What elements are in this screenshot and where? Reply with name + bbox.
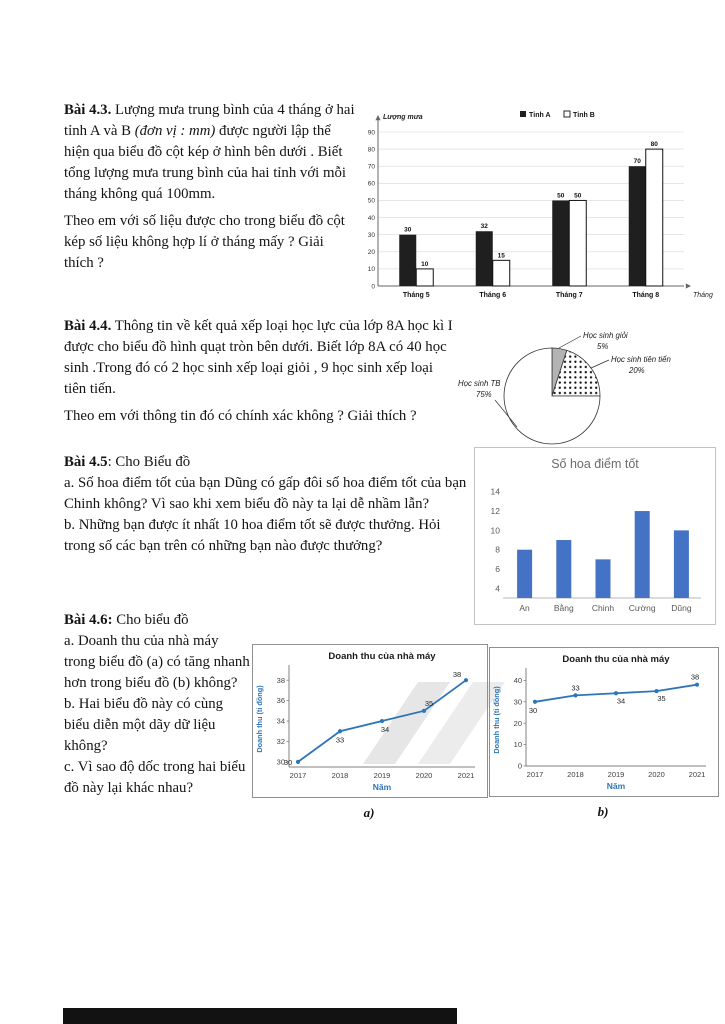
exercise-4-5-question-b: b. Những bạn được ít nhất 10 hoa điểm tốt sẽ được thưởng. Hỏi trong số các bạn trên có những bạn nào được thưởng? [64, 517, 441, 554]
exercise-4-3-question: Theo em với số liệu được cho trong biểu đồ cột kép số liệu không hợp lí ở tháng mấy ? Giải thích ? [64, 213, 345, 271]
svg-text:2020: 2020 [648, 770, 665, 779]
svg-text:An: An [519, 603, 530, 613]
svg-text:Học sinh TB: Học sinh TB [458, 379, 501, 388]
svg-text:33: 33 [335, 735, 345, 745]
exercise-4-6-intro: Cho biểu đồ [112, 612, 189, 628]
exercise-4-5-intro: : Cho Biểu đồ [107, 454, 191, 470]
svg-text:90: 90 [367, 129, 375, 137]
svg-text:Doanh thu của nhà máy: Doanh thu của nhà máy [328, 651, 436, 662]
svg-text:10: 10 [513, 740, 522, 750]
svg-text:32: 32 [480, 223, 488, 231]
svg-text:15: 15 [497, 252, 505, 260]
svg-text:20%: 20% [629, 366, 645, 375]
svg-text:30: 30 [276, 757, 285, 767]
revenue-line-chart-b-svg [489, 647, 719, 797]
svg-text:Học sinh giỏi: Học sinh giỏi [583, 331, 628, 340]
svg-text:Năm: Năm [372, 782, 392, 792]
svg-text:50: 50 [557, 192, 565, 200]
svg-text:Chinh: Chinh [591, 603, 615, 613]
exercise-4-5-label: Bài 4.5 [64, 454, 108, 470]
svg-text:Học sinh tiên tiến: Học sinh tiên tiến [611, 355, 671, 364]
classification-pie-chart [448, 328, 718, 456]
svg-text:8: 8 [495, 544, 500, 555]
exercise-4-6-question-a: a. Doanh thu của nhà máy trong biểu đồ (a) có tăng nhanh hơn trong biểu đồ (b) không? [64, 633, 250, 691]
svg-text:2019: 2019 [607, 770, 625, 779]
svg-text:38: 38 [276, 675, 285, 685]
exercise-4-4-text: Thông tin về kết quả xếp loại học lực của lớp 8A học kì I được cho biểu đồ hình quạt tròn bên dưới. Biết lớp 8A có 40 học sinh .Trong đó có 2 học sinh xếp loại giỏi , 9 học sinh xếp loại tiên tiến. [64, 318, 453, 397]
svg-text:2018: 2018 [331, 771, 349, 780]
exercise-4-3-statement [64, 100, 357, 205]
svg-text:Doanh thu (tỉ đồng): Doanh thu (tỉ đồng) [492, 686, 501, 754]
svg-text:Doanh thu của nhà máy: Doanh thu của nhà máy [562, 654, 670, 665]
svg-text:60: 60 [367, 180, 375, 188]
exercise-4-3-label: Bài 4.3. [64, 102, 112, 118]
svg-text:2021: 2021 [688, 770, 706, 779]
svg-text:Bằng: Bằng [553, 603, 574, 613]
svg-text:Cường: Cường [628, 603, 656, 613]
svg-text:10: 10 [367, 266, 375, 274]
footer-bar [63, 1008, 457, 1024]
svg-text:70: 70 [633, 158, 641, 166]
svg-text:4: 4 [495, 583, 500, 594]
exercise-4-3 [64, 100, 357, 274]
svg-text:75%: 75% [476, 390, 492, 399]
svg-text:40: 40 [513, 676, 522, 686]
svg-text:30: 30 [528, 705, 538, 715]
svg-text:0: 0 [517, 761, 522, 771]
exercise-4-3-text-b: được người lập thể hiện qua biểu đồ cột kép ở hình bên dưới . Biết tổng lượng mưa trung bình của hai tỉnh với mỗi tháng không quá 100mm. [64, 123, 346, 202]
svg-text:Tháng: Tháng [693, 292, 713, 299]
svg-text:38: 38 [452, 670, 462, 680]
svg-text:Số hoa điểm tốt: Số hoa điểm tốt [551, 457, 639, 471]
svg-text:Tháng 8: Tháng 8 [632, 292, 660, 299]
exercise-4-4 [64, 316, 454, 427]
svg-text:Năm: Năm [606, 781, 626, 791]
svg-text:34: 34 [380, 725, 390, 735]
svg-text:2019: 2019 [373, 771, 391, 780]
svg-text:40: 40 [367, 214, 375, 222]
svg-text:34: 34 [616, 696, 626, 706]
exercise-4-4-label: Bài 4.4. [64, 318, 112, 334]
svg-text:2017: 2017 [289, 771, 307, 780]
svg-text:Doanh thu (tỉ đồng): Doanh thu (tỉ đồng) [255, 685, 264, 753]
svg-text:12: 12 [490, 506, 500, 517]
svg-text:6: 6 [495, 564, 500, 575]
svg-text:Lượng mưa: Lượng mưa [383, 114, 423, 121]
svg-text:Tháng 5: Tháng 5 [402, 292, 430, 299]
revenue-chart-b-caption: b) [597, 804, 609, 819]
svg-text:34: 34 [276, 716, 285, 726]
svg-text:2018: 2018 [567, 770, 584, 779]
classification-pie-chart-svg [448, 328, 718, 456]
rainfall-bar-chart [352, 104, 716, 310]
exercise-4-4-statement [64, 316, 454, 400]
svg-text:20: 20 [367, 249, 375, 257]
svg-text:32: 32 [276, 737, 285, 747]
svg-text:2017: 2017 [526, 770, 544, 779]
revenue-line-chart-a-svg [252, 644, 488, 798]
svg-text:33: 33 [571, 683, 580, 693]
svg-text:80: 80 [650, 141, 658, 149]
exercise-4-6-heading [64, 610, 252, 631]
revenue-line-chart-a [252, 644, 488, 823]
svg-text:0: 0 [371, 283, 375, 291]
svg-text:30: 30 [513, 697, 522, 707]
exercise-4-6-label: Bài 4.6: [64, 612, 113, 628]
svg-text:36: 36 [276, 696, 285, 706]
revenue-line-chart-b [489, 647, 719, 822]
rainfall-bar-chart-svg [352, 104, 716, 310]
svg-text:10: 10 [490, 525, 500, 536]
svg-text:Tỉnh B: Tỉnh B [573, 112, 595, 119]
exercise-4-6 [64, 610, 252, 799]
revenue-chart-a-caption: a) [363, 805, 375, 820]
exercise-4-3-unit-note: (đơn vị : mm) [134, 123, 216, 139]
svg-text:35: 35 [424, 698, 434, 708]
svg-text:Dũng: Dũng [671, 603, 692, 613]
svg-text:70: 70 [367, 163, 375, 171]
svg-text:Tháng 6: Tháng 6 [479, 292, 507, 299]
svg-text:20: 20 [513, 718, 522, 728]
svg-text:38: 38 [690, 672, 700, 682]
svg-text:30: 30 [367, 231, 375, 239]
svg-text:35: 35 [657, 694, 666, 704]
exercise-4-6-question-b: b. Hai biểu đồ này có cùng biểu diễn một dãy dữ liệu không? [64, 696, 224, 754]
svg-text:Tháng 7: Tháng 7 [555, 292, 583, 299]
svg-text:5%: 5% [597, 342, 609, 351]
exercise-4-6-question-c: c. Vì sao độ dốc trong hai biểu đồ này lại khác nhau? [64, 759, 246, 796]
svg-text:30: 30 [404, 226, 412, 234]
svg-text:80: 80 [367, 146, 375, 154]
exercise-4-5-question-a: a. Số hoa điểm tốt của bạn Dũng có gấp đôi số hoa điểm tốt của bạn Chinh không? Vì sao khi xem biểu đồ này ta lại dễ nhầm lẫn? [64, 475, 467, 512]
good-point-flowers-chart [474, 447, 716, 625]
exercise-4-4-question: Theo em với thông tin đó có chính xác không ? Giải thích ? [64, 408, 417, 424]
svg-text:2021: 2021 [457, 771, 475, 780]
svg-text:10: 10 [421, 260, 429, 268]
svg-text:14: 14 [490, 486, 500, 497]
svg-text:50: 50 [574, 192, 582, 200]
exercise-4-3-text-a: Lượng mưa trung bình của 4 tháng ở hai tỉnh A và B [64, 102, 355, 139]
svg-text:Tỉnh A: Tỉnh A [529, 112, 551, 119]
exercise-4-5 [64, 452, 470, 557]
exercise-4-5-heading [64, 452, 470, 473]
good-point-flowers-chart-svg [475, 448, 715, 624]
svg-text:30: 30 [283, 757, 293, 767]
svg-text:50: 50 [367, 197, 375, 205]
svg-text:2020: 2020 [415, 771, 433, 780]
